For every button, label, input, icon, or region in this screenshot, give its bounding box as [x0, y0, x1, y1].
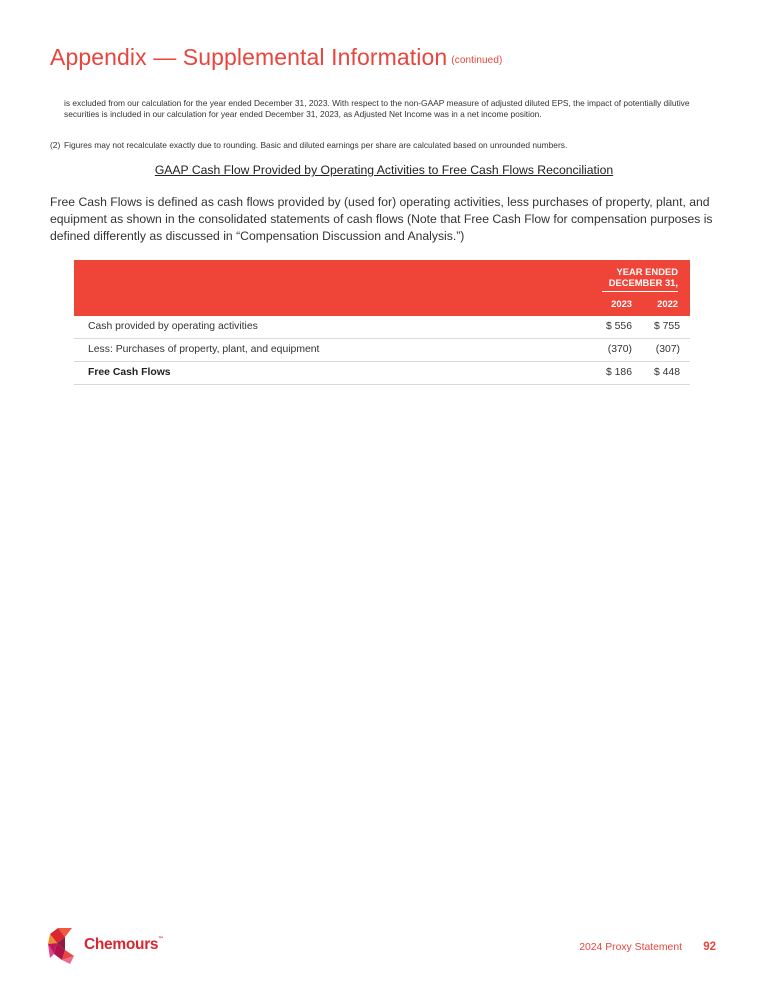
footer-document-title: 2024 Proxy Statement — [579, 942, 682, 953]
row-label: Less: Purchases of property, plant, and equipment — [88, 344, 320, 355]
table-row-total — [74, 362, 690, 385]
page-title — [50, 44, 502, 71]
page-number: 92 — [703, 941, 716, 953]
column-header-2022: 2022 — [657, 298, 678, 309]
period-header: YEAR ENDED DECEMBER 31, — [608, 266, 678, 288]
table-header — [74, 260, 690, 316]
footnote-continuation: is excluded from our calculation for the year ended December 31, 2023. With respect to the non-GAAP measure of adjusted diluted EPS, the impact of potentially dilutive securities is included in our calculation for year ended December 31, 2023, as Adjusted Net Income was in a net income position. — [64, 98, 690, 119]
free-cash-flow-table — [74, 260, 690, 385]
row-label: Cash provided by operating activities — [88, 321, 258, 332]
footnote-2-number: (2) — [50, 140, 61, 150]
row-value-2022: $ 448 — [653, 367, 680, 378]
continued-label: (continued) — [451, 55, 503, 66]
table-row — [74, 339, 690, 362]
section-heading: GAAP Cash Flow Provided by Operating Activities to Free Cash Flows Reconciliation — [154, 163, 614, 177]
row-label: Free Cash Flows — [88, 367, 171, 378]
trademark-mark: ™ — [158, 936, 163, 942]
row-value-2022: (307) — [655, 344, 680, 355]
row-value-2023: (370) — [607, 344, 632, 355]
row-value-2023: $ 556 — [605, 321, 632, 332]
footnote-2 — [50, 140, 710, 151]
brand-name — [84, 936, 163, 954]
section-intro: Free Cash Flows is defined as cash flows provided by (used for) operating activities, less purchases of property, plant, and equipment as shown in the consolidated statements of cash flows (Note that Free Cash Flow for compensation purposes is defined differently as discussed in “Compensation Discussion and Analysis.”) — [50, 195, 713, 243]
column-header-2023: 2023 — [611, 298, 632, 309]
row-value-2022: $ 755 — [653, 321, 680, 332]
chemours-logo — [48, 928, 198, 964]
footnote-2-text: Figures may not recalculate exactly due to rounding. Basic and diluted earnings per share are calculated based on unrounded numbers. — [64, 140, 568, 150]
row-value-2023: $ 186 — [605, 367, 632, 378]
header-rule — [602, 291, 678, 292]
page-title-text: Appendix — Supplemental Information — [50, 44, 448, 70]
table-row — [74, 316, 690, 339]
brand-text: Chemours — [84, 936, 159, 953]
chemours-logo-icon — [48, 928, 82, 964]
